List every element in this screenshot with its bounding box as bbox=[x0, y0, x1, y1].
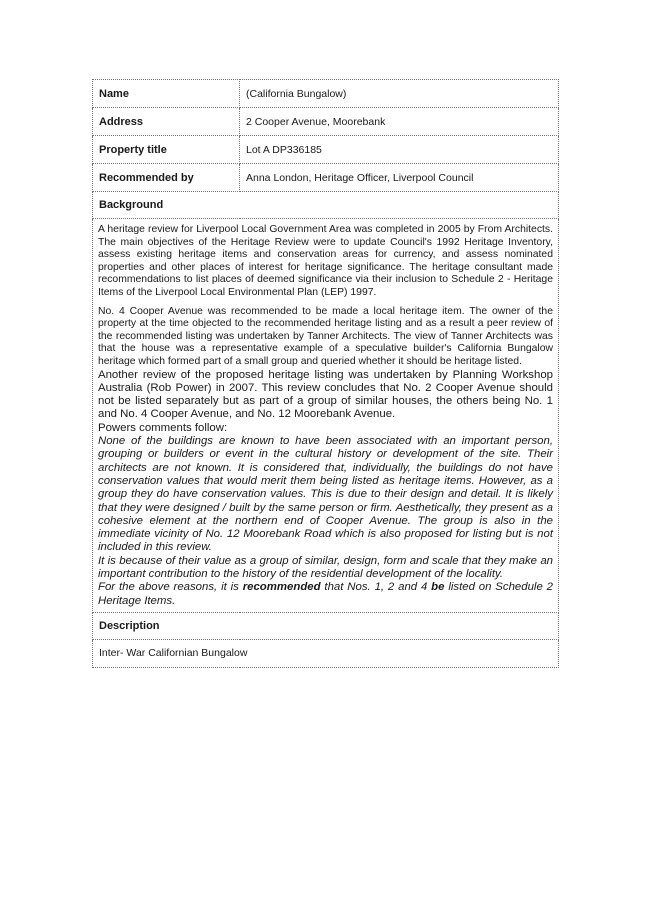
background-paragraph-3: Another review of the proposed heritage listing was undertaken by Planning Workshop Australia (Rob Power) in 2007. This review concludes that No. 2 Cooper Avenue should not be listed separately but as part of a group of similar houses, the others being No. 1 and No. 4 Cooper Avenue, and No. 12 Moorebank Avenue. bbox=[98, 368, 553, 421]
description-text: Inter- War Californian Bungalow bbox=[93, 639, 559, 667]
quote-paragraph-1: None of the buildings are known to have been associated with an important person, grouping or builders or event in the cultural history or development of the site. Their architects are not known. It is considered that, individually, the buildings do not have conservation values that would merit them being listed as heritage items. However, as a group they do have conservation values. This is due to their design and detail. It is likely that they were designed / built by the same person or firm. Aesthetically, they present as a cohesive element at the northern end of Cooper Avenue. The group is also in the immediate vicinity of No. 12 Moorebank Road which is also proposed for listing but is not included in this review. bbox=[98, 435, 553, 554]
address-value: 2 Cooper Avenue, Moorebank bbox=[240, 108, 559, 136]
row-background-heading bbox=[93, 192, 559, 219]
row-property-title bbox=[93, 136, 559, 164]
heritage-item-sheet bbox=[92, 79, 559, 668]
recommended-by-label: Recommended by bbox=[93, 164, 240, 192]
row-recommended-by bbox=[93, 164, 559, 192]
row-name bbox=[93, 80, 559, 108]
address-label: Address bbox=[93, 108, 240, 136]
property-title-label: Property title bbox=[93, 136, 240, 164]
quote3-text-c: that Nos. 1, 2 and 4 bbox=[320, 581, 432, 594]
heritage-item-table bbox=[92, 79, 559, 668]
background-body bbox=[93, 219, 559, 613]
row-description-heading bbox=[93, 612, 559, 639]
row-address bbox=[93, 108, 559, 136]
row-description-body bbox=[93, 639, 559, 667]
background-paragraph-1: A heritage review for Liverpool Local Government Area was completed in 2005 by From Architects. The main objectives of the Heritage Review were to update Council's 1992 Heritage Inventory, assess existing heritage items and conservation areas for currency, and assess nominated properties and other places of interest for heritage significance. The heritage consultant made recommendations to list places of deemed significance via their inclusion to Schedule 2 - Heritage Items of the Liverpool Local Environmental Plan (LEP) 1997. bbox=[98, 224, 553, 298]
description-heading: Description bbox=[93, 612, 559, 639]
background-heading: Background bbox=[93, 192, 559, 219]
quote-paragraph-3 bbox=[98, 581, 553, 608]
quote3-be: be bbox=[431, 581, 445, 594]
name-value: (California Bungalow) bbox=[240, 80, 559, 108]
quote-paragraph-2: It is because of their value as a group of similar, design, form and scale that they make an important contribution to the history of the residential development of the locality. bbox=[98, 554, 553, 580]
property-title-value: Lot A DP336185 bbox=[240, 136, 559, 164]
quote3-text-e: listed on Schedule 2 Heritage Items. bbox=[98, 581, 553, 607]
quote3-text-a: For the above reasons, it is bbox=[98, 581, 243, 594]
row-background-body bbox=[93, 219, 559, 613]
name-label: Name bbox=[93, 80, 240, 108]
quote3-recommended: recommended bbox=[242, 581, 321, 594]
background-paragraph-2: No. 4 Cooper Avenue was recommended to be made a local heritage item. The owner of the property at the time objected to the recommended heritage listing and as a result a peer review of the recommended listing was undertaken by Tanner Architects. The view of Tanner Architects was that the house was a representative example of a speculative builder's California Bungalow heritage which formed part of a small group and queried whether it should be heritage listed. bbox=[98, 305, 553, 367]
background-paragraph-4: Powers comments follow: bbox=[98, 421, 228, 434]
recommended-by-value: Anna London, Heritage Officer, Liverpool Council bbox=[240, 164, 559, 192]
